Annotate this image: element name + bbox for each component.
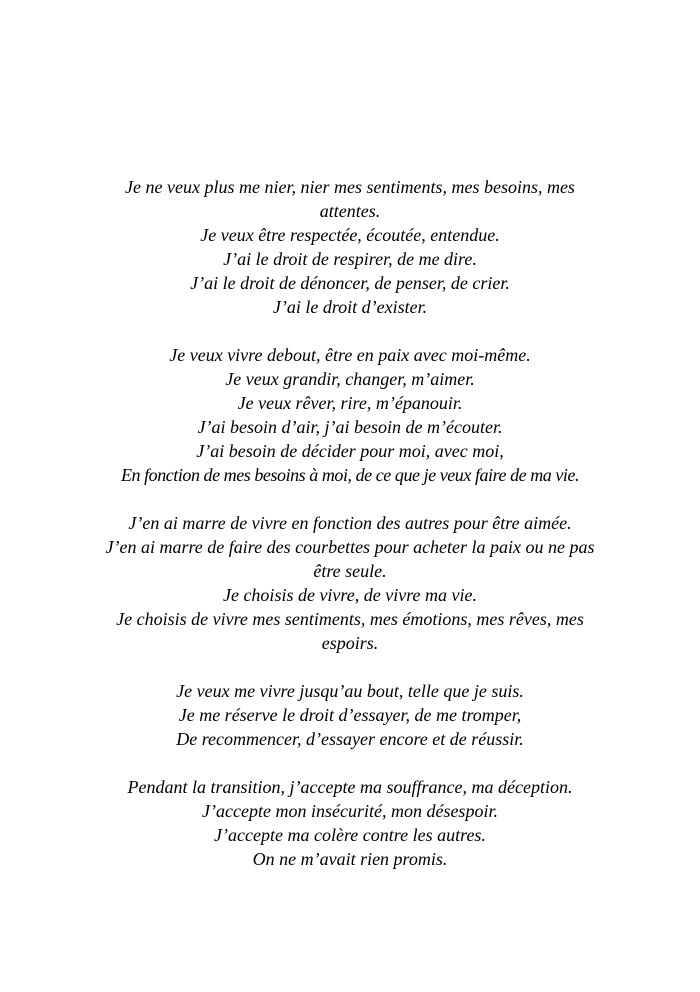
poem-line: On ne m’avait rien promis. — [252, 849, 448, 869]
poem-line: Je veux être respectée, écoutée, entendue. — [200, 225, 500, 245]
poem-line: Pendant la transition, j’accepte ma souffrance, ma déception. — [127, 777, 573, 797]
stanza-1 — [60, 175, 640, 319]
stanza-2 — [60, 343, 640, 487]
stanza-3 — [60, 511, 640, 655]
poem-line: Je veux grandir, changer, m’aimer. — [225, 369, 475, 389]
poem-line: être seule. — [313, 561, 387, 581]
poem-line: J’ai besoin de décider pour moi, avec moi, — [196, 441, 504, 461]
poem-line: J’en ai marre de faire des courbettes pour acheter la paix ou ne pas — [105, 537, 595, 557]
poem-line: Je veux me vivre jusqu’au bout, telle que je suis. — [176, 681, 524, 701]
poem-line: J’accepte ma colère contre les autres. — [214, 825, 486, 845]
poem-line: Je choisis de vivre, de vivre ma vie. — [222, 585, 478, 605]
poem-line: J’ai le droit de respirer, de me dire. — [223, 249, 477, 269]
poem-line: J’en ai marre de vivre en fonction des autres pour être aimée. — [128, 513, 572, 533]
poem-line: Je veux vivre debout, être en paix avec moi-même. — [169, 345, 531, 365]
poem-line: J’ai besoin d’air, j’ai besoin de m’écouter. — [197, 417, 503, 437]
poem-line: Je choisis de vivre mes sentiments, mes émotions, mes rêves, mes — [116, 609, 584, 629]
poem-line: espoirs. — [321, 633, 379, 653]
poem-line: Je me réserve le droit d’essayer, de me tromper, — [178, 705, 522, 725]
poem-line: Je ne veux plus me nier, nier mes sentiments, mes besoins, mes — [125, 177, 575, 197]
poem-line: Je veux rêver, rire, m’épanouir. — [237, 393, 463, 413]
stanza-4 — [60, 679, 640, 751]
poem-text — [60, 175, 640, 895]
poem-line: J’accepte mon insécurité, mon désespoir. — [202, 801, 498, 821]
stanza-5 — [60, 775, 640, 871]
poem-line: J’ai le droit de dénoncer, de penser, de crier. — [190, 273, 510, 293]
poem-line: J’ai le droit d’exister. — [272, 297, 428, 317]
poem-line: attentes. — [319, 201, 381, 221]
poem-line: De recommencer, d’essayer encore et de réussir. — [176, 729, 524, 749]
poem-line: En fonction de mes besoins à moi, de ce que je veux faire de ma vie. — [120, 465, 580, 485]
